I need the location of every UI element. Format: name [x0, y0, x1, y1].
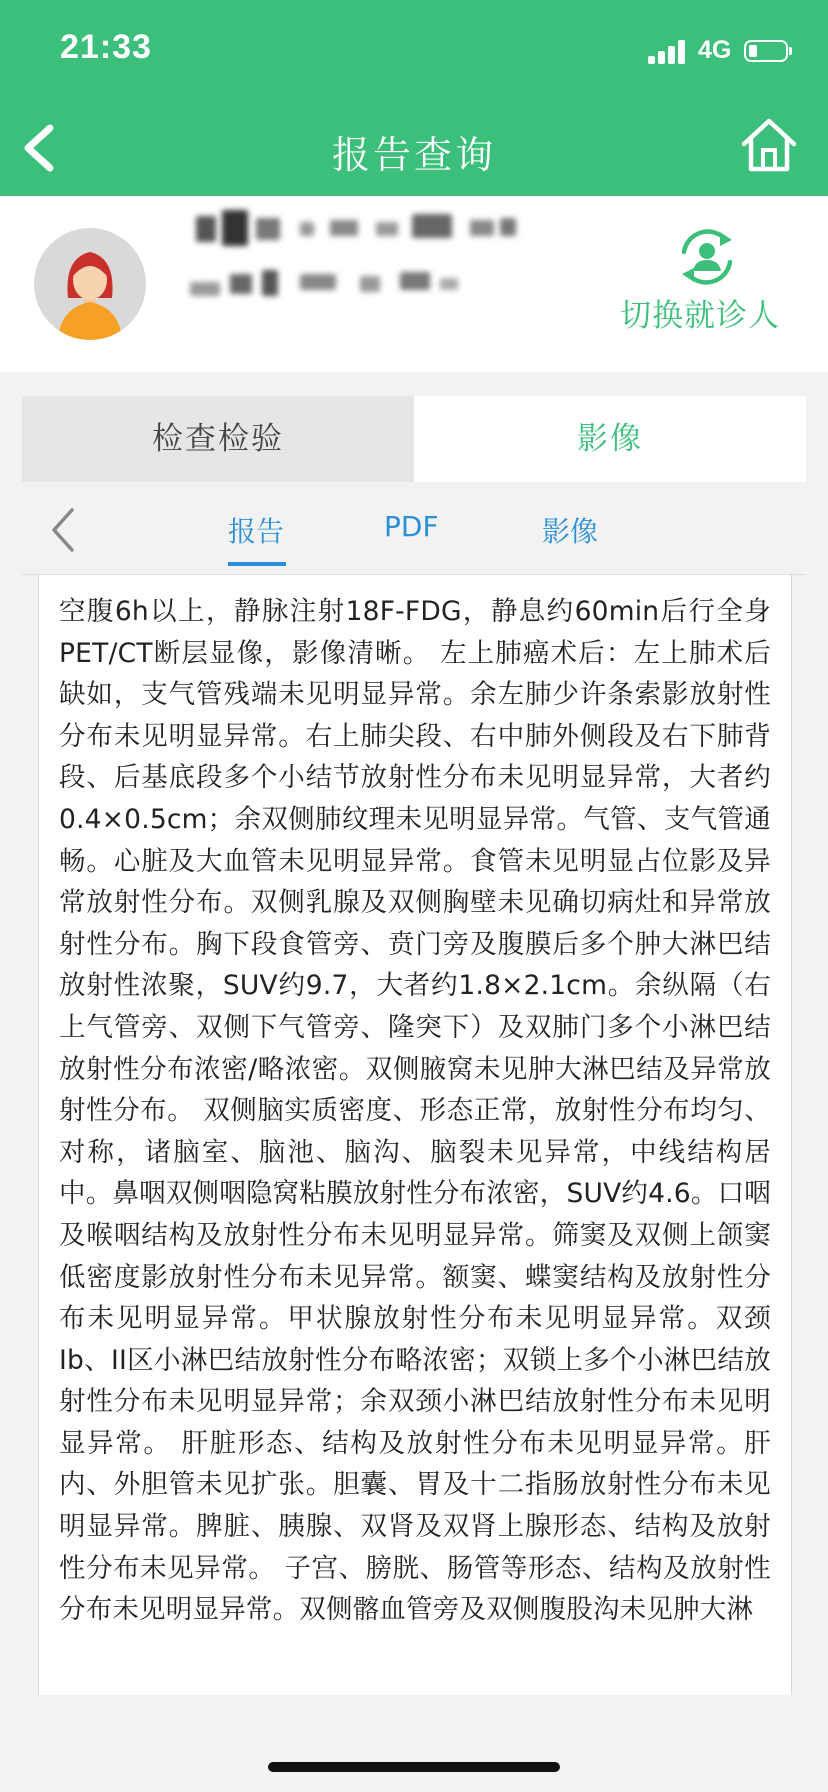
subtab-image[interactable]: 影像	[542, 515, 599, 548]
tab-exam-test[interactable]: 检查检验	[22, 396, 414, 482]
battery-icon	[744, 40, 788, 62]
subtab-report[interactable]: 报告	[228, 515, 285, 548]
page-title: 报告查询	[331, 133, 496, 177]
switch-user-icon	[676, 226, 738, 288]
subtab-pdf[interactable]: PDF	[384, 510, 439, 543]
switch-patient-label: 切换就诊人	[620, 298, 780, 334]
report-text: 空腹6h以上，静脉注射18F-FDG，静息约60min后行全身PET/CT断层显像，影像清晰。 左上肺癌术后：左上肺术后缺如，支气管残端未见明显异常。余左肺少许条索影放射性分布未见明显异常。右上肺尖段、右中肺外侧段及右下肺背段、后基底段多个小结节放射性分布未见明显异常，大者约0.4×0.5cm；余双侧肺纹理未见明显异常。气管、支气管通畅。心脏及大血管未见明显异常。食管未见明显占位影及异常放射性分布。双侧乳腺及双侧胸壁未见确切病灶和异常放射性分布。胸下段食管旁、贲门旁及腹膜后多个肿大淋巴结放射性浓聚，SUV约9.7，大者约1.8×2.1cm。余纵隔（右上气管旁、双侧下气管旁、隆突下）及双肺门多个小淋巴结放射性分布浓密/略浓密。双侧腋窝未见肿大淋巴结及异常放射性分布。 双侧脑实质密度、形态正常，放射性分布均匀、对称，诸脑室、脑池、脑沟、脑裂未见异常，中线结构居中。鼻咽双侧咽隐窝粘膜放射性分布浓密，SUV约4.6。口咽及喉咽结构及放射性分布未见明显异常。筛窦及双侧上颌窦低密度影放射性分布未见异常。额窦、蝶窦结构及放射性分布未见明显异常。甲状腺放射性分布未见明显异常。双颈Ib、II区小淋巴结放射性分布略浓密；双锁上多个小淋巴结放射性分布未见明显异常；余双颈小淋巴结放射性分布未见明显异常。 肝脏形态、结构及放射性分布未见明显异常。肝内、外胆管未见扩张。胆囊、胃及十二指肠放射性分布未见明显异常。脾脏、胰腺、双肾及双肾上腺形态、结构及放射性分布未见异常。 子宫、膀胱、肠管等形态、结构及放射性分布未见明显异常。双侧髂血管旁及双侧腹股沟未见肿大淋	[59, 596, 771, 1626]
status-bar	[0, 0, 828, 100]
subtab-back-button[interactable]	[46, 506, 80, 554]
report-content[interactable]	[38, 575, 792, 1695]
app-header	[0, 0, 828, 196]
home-button[interactable]	[740, 116, 798, 174]
patient-card	[0, 196, 828, 372]
category-tabs	[22, 396, 806, 482]
network-type: 4G	[698, 36, 732, 64]
active-subtab-indicator	[228, 562, 286, 566]
report-subtabs	[22, 482, 806, 575]
female-avatar-icon	[34, 228, 146, 340]
signal-icon	[648, 40, 690, 64]
home-indicator[interactable]	[268, 1762, 560, 1772]
tab-imaging[interactable]: 影像	[414, 396, 806, 482]
status-time: 21:33	[60, 28, 152, 66]
bottom-safe-area	[0, 1695, 828, 1792]
chevron-left-icon	[46, 506, 80, 554]
home-icon	[740, 116, 798, 174]
